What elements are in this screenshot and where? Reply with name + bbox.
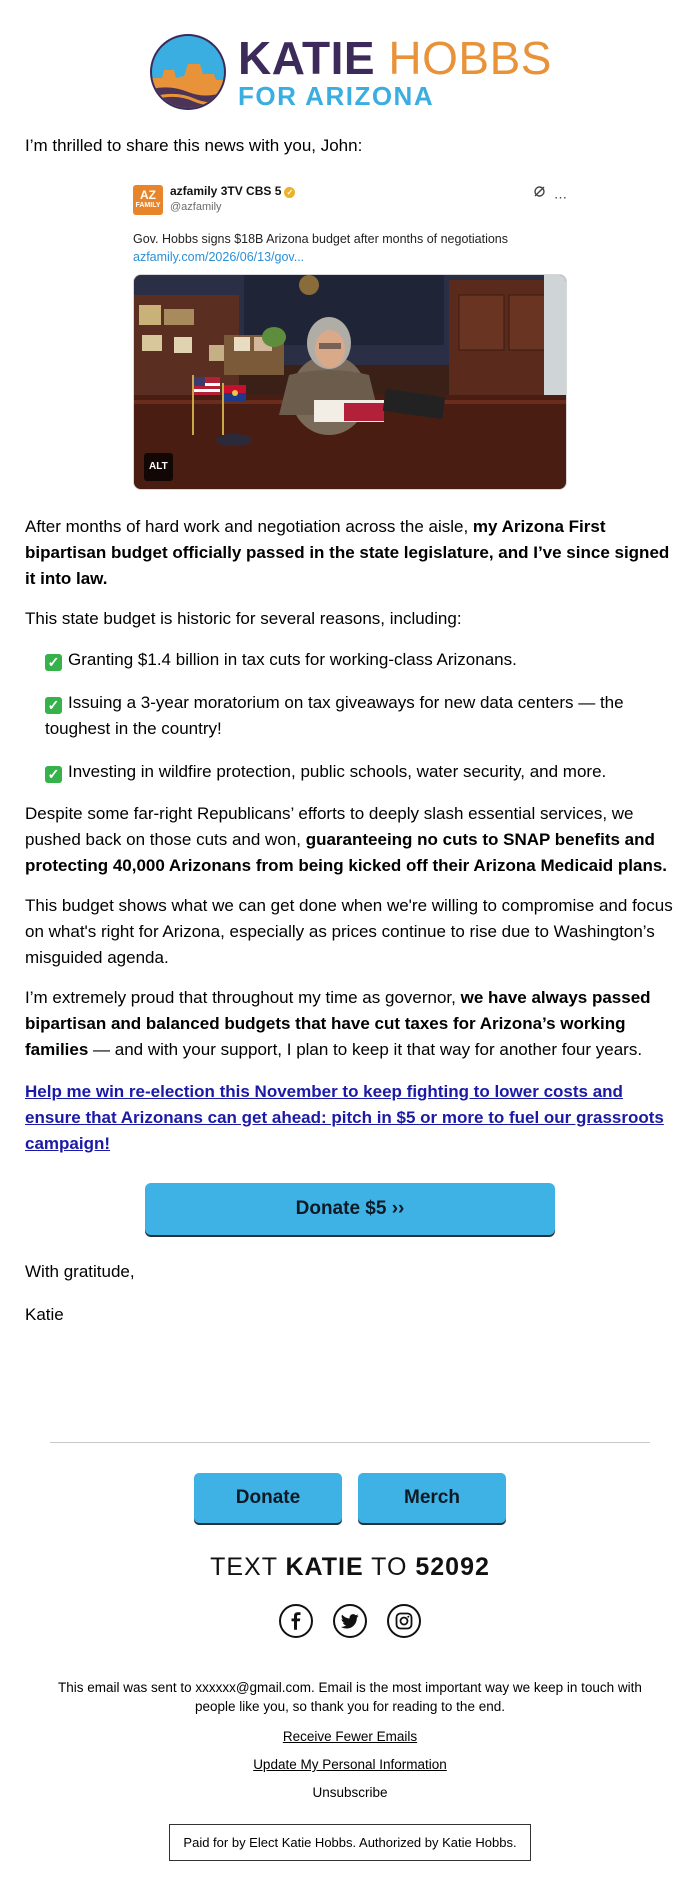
text-mid: TO	[363, 1553, 416, 1581]
more-options-icon[interactable]: ⋯	[554, 190, 567, 205]
checklist-item	[45, 759, 675, 785]
p5-bold-text: we have always passed bipartisan and balanced budgets that have cut taxes for Arizona’s working families	[25, 988, 651, 1059]
footer-link-row-fewer	[0, 1729, 700, 1744]
arizona-emblem-icon	[148, 32, 228, 112]
checklist-item	[45, 690, 675, 742]
check-mark-icon: ✓	[45, 766, 62, 783]
checklist-item	[45, 647, 675, 673]
tweet-photo[interactable]	[133, 274, 567, 490]
paragraph-snap-medicaid	[25, 801, 675, 879]
instagram-icon[interactable]	[387, 1604, 421, 1638]
tweet-link[interactable]: azfamily.com/2026/06/13/gov...	[133, 250, 305, 264]
greeting: I’m thrilled to share this news with you, John:	[25, 136, 363, 155]
receive-fewer-emails-link[interactable]: Receive Fewer Emails	[282, 1729, 418, 1744]
text-number: 52092	[415, 1553, 490, 1581]
avatar-text-family: FAMILY	[135, 202, 161, 209]
checklist	[25, 647, 675, 785]
logo-subtitle: FOR ARIZONA	[238, 81, 435, 111]
donate-cta-link[interactable]: Help me win re-election this November to keep fighting to lower costs and ensure that Arizonans can get ahead: pitch in $5 or more to fuel our grassroots campaign!	[25, 1082, 664, 1153]
text-prefix: TEXT	[210, 1553, 286, 1581]
text-to-join	[0, 1553, 700, 1582]
p3-text: Despite some far-right Republicans’ efforts to deeply slash essential services, we pushed back on those cuts and won,	[25, 804, 634, 849]
footer-divider	[50, 1442, 650, 1443]
verified-badge-icon: ✓	[284, 187, 295, 198]
footer-link-row-update	[0, 1757, 700, 1772]
tweet-account-name: azfamily 3TV CBS 5	[170, 184, 282, 198]
tweet-handle: @azfamily	[170, 201, 222, 213]
p5-text-a: I’m extremely proud that throughout my time as governor,	[25, 988, 461, 1007]
checklist-item-text: Investing in wildfire protection, public schools, water security, and more.	[68, 762, 607, 781]
twitter-icon[interactable]	[333, 1604, 367, 1638]
footer-buttons	[0, 1473, 700, 1523]
paragraph-proud	[25, 985, 675, 1063]
governor-signing-photo	[134, 275, 567, 490]
logo-last-name: HOBBS	[388, 32, 552, 84]
unsubscribe-link[interactable]: Unsubscribe	[312, 1785, 388, 1800]
tweet-text: Gov. Hobbs signs $18B Arizona budget after months of negotiations	[133, 232, 508, 246]
signature: Katie	[25, 1305, 64, 1324]
paragraph-historic: This state budget is historic for several reasons, including:	[25, 609, 462, 628]
grok-icon[interactable]	[533, 185, 546, 198]
p1-bold-text: my Arizona First bipartisan budget officially passed in the state legislature, and I’ve since signed it into law.	[25, 517, 670, 588]
signoff: With gratitude,	[25, 1262, 135, 1281]
facebook-icon[interactable]	[279, 1604, 313, 1638]
alt-text-badge[interactable]: ALT	[144, 453, 173, 481]
campaign-logo[interactable]	[0, 0, 700, 116]
embedded-tweet[interactable]	[133, 183, 567, 490]
social-links	[0, 1604, 700, 1638]
p3-bold-text: guaranteeing no cuts to SNAP benefits and protecting 40,000 Arizonans from being kicked off their Arizona Medicaid plans.	[25, 830, 668, 875]
p5-text-b: — and with your support, I plan to keep it that way for another four years.	[88, 1040, 643, 1059]
text-keyword: KATIE	[285, 1553, 364, 1581]
footer-note: This email was sent to xxxxxx@gmail.com. Email is the most important way we keep in touch with people like you, so thank you for reading to the end.	[58, 1680, 642, 1714]
azfamily-avatar	[133, 185, 163, 215]
paragraph-compromise: This budget shows what we can get done when we're willing to compromise and focus on what's right for Arizona, especially as prices continue to rise due to Washington’s misguided agenda.	[25, 896, 673, 967]
avatar-text-az: AZ	[140, 188, 156, 202]
p1-text: After months of hard work and negotiation across the aisle,	[25, 517, 473, 536]
paid-for-disclaimer: Paid for by Elect Katie Hobbs. Authorized by Katie Hobbs.	[169, 1824, 531, 1861]
check-mark-icon: ✓	[45, 654, 62, 671]
footer-donate-button[interactable]: Donate	[194, 1473, 342, 1523]
checklist-item-text: Issuing a 3-year moratorium on tax giveaways for new data centers — the toughest in the country!	[45, 693, 624, 738]
paragraph-budget-passed	[25, 514, 675, 592]
logo-first-name: KATIE	[238, 32, 376, 84]
footer-merch-button[interactable]: Merch	[358, 1473, 506, 1523]
donate-5-button[interactable]: Donate $5 ››	[145, 1183, 555, 1235]
checklist-item-text: Granting $1.4 billion in tax cuts for working-class Arizonans.	[68, 650, 517, 669]
check-mark-icon: ✓	[45, 697, 62, 714]
update-info-link[interactable]: Update My Personal Information	[253, 1757, 447, 1772]
